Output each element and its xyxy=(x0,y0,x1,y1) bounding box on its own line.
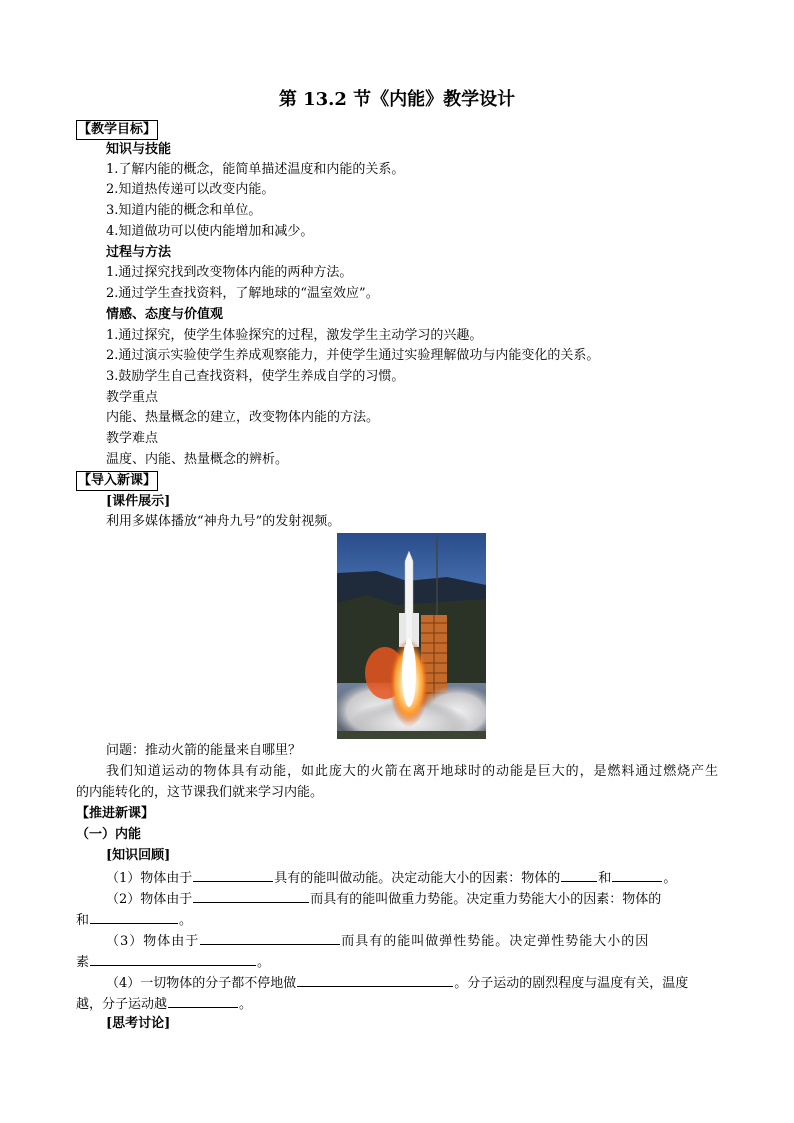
q2-text-a: （2）物体由于 xyxy=(106,892,193,907)
courseware-label: [课件展示] xyxy=(106,494,171,509)
q1-text-d: 。 xyxy=(663,871,677,886)
goal-knowledge-2: 2.知道热传递可以改变内能。 xyxy=(106,182,275,197)
q1-text-c: 和 xyxy=(598,871,612,886)
q3-text-b: 而具有的能叫做弹性势能。决定弹性势能大小的因 xyxy=(341,934,650,949)
q2-blank-1[interactable] xyxy=(193,888,309,903)
review-question-4-cont xyxy=(76,993,252,1015)
review-question-3-cont xyxy=(76,951,270,973)
review-question-4 xyxy=(106,972,688,994)
q3-blank-2[interactable] xyxy=(90,951,256,966)
subheading-knowledge: 知识与技能 xyxy=(106,142,172,157)
q4-blank-1[interactable] xyxy=(297,972,453,987)
review-question-1 xyxy=(106,867,676,889)
intro-paragraph-line-2: 的内能转化的，这节课我们就来学习内能。 xyxy=(76,785,324,800)
q2-text-d: 。 xyxy=(179,913,193,928)
q4-text-a: （4）一切物体的分子都不停地做 xyxy=(106,976,297,991)
goal-process-2: 2.通过学生查找资料，了解地球的“温室效应”。 xyxy=(106,286,379,301)
goal-knowledge-4: 4.知道做功可以使内能增加和减少。 xyxy=(106,224,314,239)
part-heading-internal-energy: （一）内能 xyxy=(76,827,142,842)
q1-text-a: （1）物体由于 xyxy=(106,871,193,886)
rocket-launch-photo xyxy=(337,533,486,739)
goal-emotion-1: 1.通过探究，使学生体验探究的过程，激发学生主动学习的兴趣。 xyxy=(106,328,483,343)
page-title: 第 13.2 节《内能》教学设计 xyxy=(278,89,516,110)
video-line: 利用多媒体播放“神舟九号”的发射视频。 xyxy=(106,514,341,529)
subheading-emotion: 情感、态度与价值观 xyxy=(106,307,224,322)
intro-paragraph-text-1: 我们知道运动的物体具有动能，如此庞大的火箭在离开地球时的动能是巨大的，是燃料通过燃烧产生 xyxy=(106,764,718,779)
q2-text-c: 和 xyxy=(76,913,90,928)
rocket-launch-image xyxy=(337,533,486,739)
section-header-new-lesson: 【推进新课】 xyxy=(76,806,155,821)
intro-paragraph-line-1 xyxy=(76,762,718,782)
q4-text-d: 。 xyxy=(239,997,253,1012)
q3-text-d: 。 xyxy=(257,955,271,970)
review-question-2 xyxy=(106,888,661,910)
q2-text-b: 而具有的能叫做重力势能。决定重力势能大小的因素：物体的 xyxy=(310,892,662,907)
goal-emotion-2: 2.通过演示实验使学生养成观察能力，并使学生通过实验理解做功与内能变化的关系。 xyxy=(106,348,600,363)
discussion-label: [思考讨论] xyxy=(106,1016,171,1031)
q1-blank-1[interactable] xyxy=(193,867,273,882)
goal-process-1: 1.通过探究找到改变物体内能的两种方法。 xyxy=(106,265,353,280)
subheading-difficulties: 教学难点 xyxy=(106,431,159,446)
knowledge-review-label: [知识回顾] xyxy=(106,848,171,863)
subheading-key-points: 教学重点 xyxy=(106,390,159,405)
goal-knowledge-3: 3.知道内能的概念和单位。 xyxy=(106,203,262,218)
q4-text-c: 越，分子运动越 xyxy=(76,997,168,1012)
q2-blank-2[interactable] xyxy=(90,909,178,924)
section-header-intro: 【导入新课】 xyxy=(76,471,158,491)
q3-text-c: 素 xyxy=(76,955,90,970)
q4-text-b: 。分子运动的剧烈程度与温度有关，温度 xyxy=(454,976,689,991)
review-question-3 xyxy=(106,930,649,952)
q1-text-b: 具有的能叫做动能。决定动能大小的因素：物体的 xyxy=(274,871,561,886)
section-header-teaching-goals: 【教学目标】 xyxy=(76,120,158,140)
q1-blank-2[interactable] xyxy=(561,867,597,882)
goal-knowledge-1: 1.了解内能的概念，能简单描述温度和内能的关系。 xyxy=(106,162,405,177)
question-line: 问题：推动火箭的能量来自哪里？ xyxy=(106,743,302,758)
goal-emotion-3: 3.鼓励学生自己查找资料，使学生养成自学的习惯。 xyxy=(106,369,405,384)
review-question-2-cont xyxy=(76,909,192,931)
difficulties-text: 温度、内能、热量概念的辨析。 xyxy=(106,452,289,467)
q4-blank-2[interactable] xyxy=(168,993,238,1008)
subheading-process: 过程与方法 xyxy=(106,245,172,260)
q3-blank-1[interactable] xyxy=(200,930,340,945)
q3-text-a: （3）物体由于 xyxy=(106,934,200,949)
key-points-text: 内能、热量概念的建立，改变物体内能的方法。 xyxy=(106,410,380,425)
q1-blank-3[interactable] xyxy=(612,867,662,882)
